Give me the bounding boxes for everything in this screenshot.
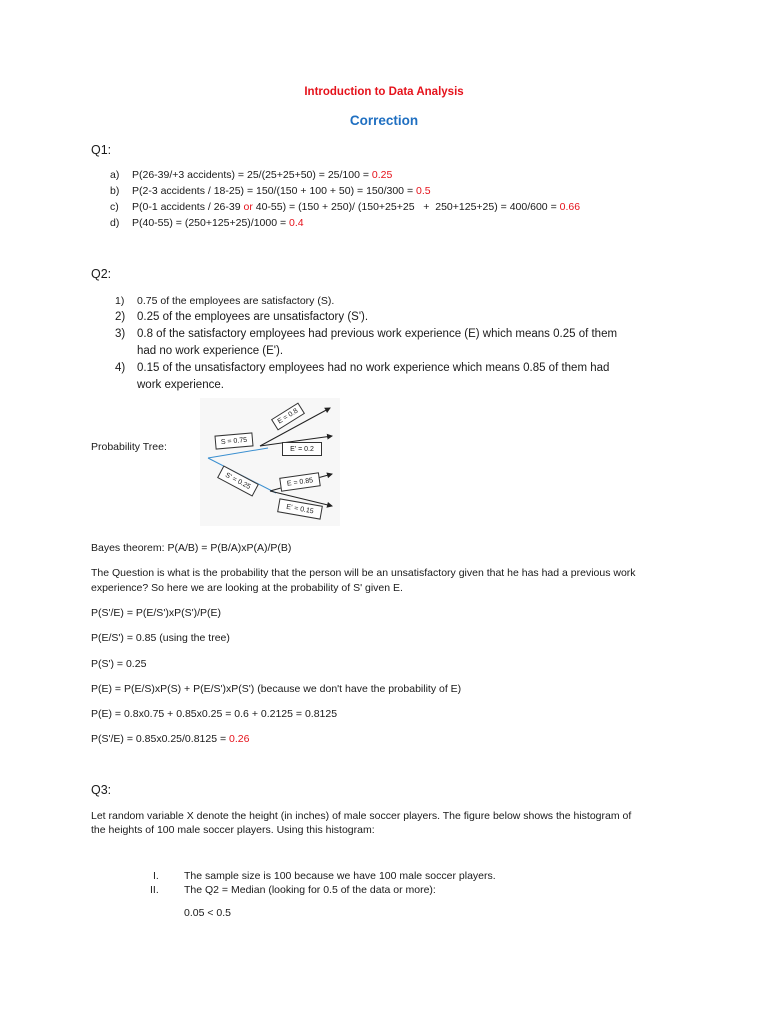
equation-3: P(S') = 0.25 [91, 658, 147, 670]
probability-tree-label: Probability Tree: [91, 441, 167, 453]
q2-item-4 [115, 362, 609, 374]
q3-item-1-text: The sample size is 100 because we have 100 male soccer players. [184, 870, 496, 882]
q2-item-3-label: 3) [115, 328, 126, 340]
equation-6 [91, 733, 249, 745]
q3-inequality: 0.05 < 0.5 [184, 907, 231, 919]
q2-item-1-text: 0.75 of the employees are satisfactory (S). [137, 295, 335, 307]
q1-item-a [110, 169, 392, 181]
q1-item-d-text: P(40-55) = (250+125+25)/1000 = [132, 217, 290, 229]
equation-2: P(E/S') = 0.85 (using the tree) [91, 632, 230, 644]
q2-item-2-label: 2) [115, 311, 126, 323]
document-subtitle: Correction [349, 113, 419, 128]
q1-item-d [110, 217, 304, 229]
q3-item-2-text: The Q2 = Median (looking for 0.5 of the data or more): [184, 884, 436, 896]
q2-item-3-cont: had no work experience (E'). [137, 345, 284, 357]
q1-item-d-answer: 0.4 [289, 217, 304, 229]
q1-item-b-label: b) [110, 185, 120, 197]
tree-node-e-bottom: E = 0.85 [279, 472, 321, 491]
tree-node-s: S = 0.75 [214, 432, 253, 449]
q1-item-d-label: d) [110, 217, 120, 229]
tree-node-s-prime: S' = 0.25 [217, 465, 259, 496]
q1-item-c-text-b: 40-55) = (150 + 250)/ (150+25+25 + 250+125+25) = 400/600 = [252, 201, 560, 213]
q3-item-1-label: I. [153, 870, 159, 882]
q3-item-2-label: II. [150, 884, 159, 896]
q1-item-b-answer: 0.5 [416, 185, 431, 197]
probability-tree-image [200, 398, 340, 526]
q2-item-4-cont: work experience. [137, 379, 224, 391]
q2-item-2-text: 0.25 of the employees are unsatisfactory (S'). [137, 311, 369, 323]
tree-node-e-prime-top: E' = 0.2 [282, 442, 322, 456]
q1-item-c [110, 201, 580, 213]
q1-item-c-text-a: P(0-1 accidents / 26-39 [132, 201, 244, 213]
q2-item-3 [115, 328, 617, 340]
equation-5: P(E) = 0.8x0.75 + 0.85x0.25 = 0.6 + 0.2125 = 0.8125 [91, 708, 338, 720]
q2-item-2 [115, 311, 368, 323]
equation-6-text: P(S'/E) = 0.85x0.25/0.8125 = [91, 733, 230, 745]
tree-node-e-top: E = 0.8 [271, 403, 305, 431]
equation-6-answer: 0.26 [229, 733, 250, 745]
q1-item-b [110, 185, 431, 197]
q1-item-c-answer: 0.66 [559, 201, 581, 213]
q1-heading: Q1: [91, 143, 112, 157]
document-title: Introduction to Data Analysis [304, 86, 464, 98]
tree-node-e-prime-bottom: E' = 0.15 [277, 498, 323, 519]
q2-item-4-label: 4) [115, 362, 126, 374]
q3-item-1 [153, 870, 496, 882]
equation-4: P(E) = P(E/S)xP(S) + P(E/S')xP(S') (because we don't have the probability of E) [91, 683, 462, 695]
q1-item-a-text: P(26-39/+3 accidents) = 25/(25+25+50) = 25/100 = [132, 169, 372, 181]
q2-item-1 [115, 295, 334, 307]
q1-item-c-label: c) [110, 201, 119, 213]
q3-intro-line-1: Let random variable X denote the height (in inches) of male soccer players. The figure below shows the histogram of [91, 810, 632, 822]
equation-1: P(S'/E) = P(E/S')xP(S')/P(E) [91, 607, 221, 619]
q3-heading: Q3: [91, 783, 112, 797]
bayes-theorem: Bayes theorem: P(A/B) = P(B/A)xP(A)/P(B) [91, 542, 292, 554]
q1-item-c-or: or [243, 201, 253, 213]
q2-heading: Q2: [91, 267, 112, 281]
q1-item-b-text: P(2-3 accidents / 18-25) = 150/(150 + 100 + 50) = 150/300 = [132, 185, 416, 197]
q2-question-line-1: The Question is what is the probability that the person will be an unsatisfactory given that he has had a previous work [91, 567, 636, 579]
q2-item-3-text-1: 0.8 of the satisfactory employees had previous work experience (E) which means 0.25 of them [137, 328, 618, 340]
q3-intro-line-2: the heights of 100 male soccer players. Using this histogram: [91, 824, 375, 836]
q2-item-1-label: 1) [115, 295, 125, 307]
q2-item-4-text-1: 0.15 of the unsatisfactory employees had no work experience which means 0.85 of them had [137, 362, 610, 374]
q1-item-a-answer: 0.25 [371, 169, 393, 181]
q1-item-a-label: a) [110, 169, 120, 181]
q3-item-2 [150, 884, 436, 896]
q2-question-line-2: experience? So here we are looking at the probability of S' given E. [91, 582, 403, 594]
